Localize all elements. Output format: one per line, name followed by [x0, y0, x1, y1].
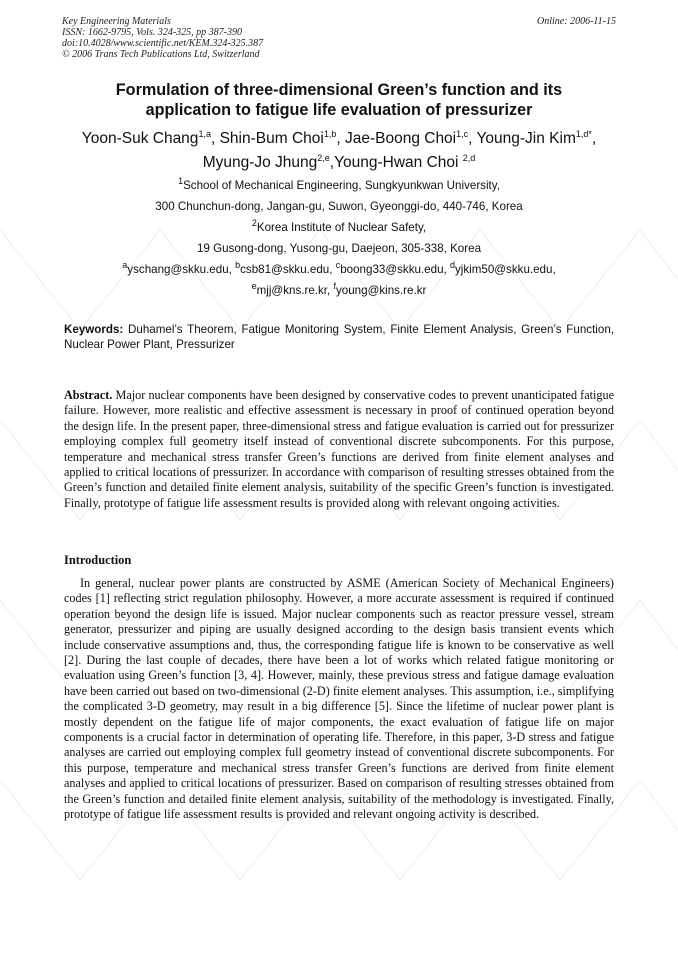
journal-name: Key Engineering Materials — [62, 16, 171, 27]
email-link[interactable]: mjj@kns.re.kr — [256, 284, 328, 297]
keywords-text: Duhamel’s Theorem, Fatigue Monitoring System, Finite Element Analysis, Green’s Function, Nuclear Power Plant, Pressurizer — [64, 323, 614, 351]
email-sup: a — [122, 260, 128, 271]
online-date: Online: 2006-11-15 — [537, 16, 616, 27]
email-link[interactable]: boong33@skku.edu — [340, 263, 444, 276]
author-name: Yoon-Suk Chang — [81, 130, 199, 147]
author-affil-sup: 1,b — [323, 128, 337, 139]
author-name: Young-Jin Kim — [476, 130, 576, 147]
doi-line: doi:10.4028/www.scientific.net/KEM.324-325.387 — [62, 38, 264, 49]
affiliations — [30, 175, 648, 301]
affiliation-text: Korea Institute of Nuclear Safety, — [256, 221, 427, 234]
title-line-2: application to fatigue life evaluation of pressurizer — [145, 101, 533, 119]
title-line-1: Formulation of three-dimensional Green’s function and its — [115, 81, 563, 99]
keywords-section — [64, 322, 614, 352]
email-link[interactable]: yschang@skku.edu — [127, 263, 229, 276]
copyright-line: © 2006 Trans Tech Publications Ltd, Switzerland — [62, 49, 260, 60]
email-link[interactable]: yjkim50@skku.edu — [454, 263, 553, 276]
author-affil-sup: 2,e — [317, 152, 330, 163]
email-sup: f — [333, 281, 336, 292]
introduction-paragraph: In general, nuclear power plants are constructed by ASME (American Society of Mechanical Engineers) codes [1] reflecting strict regulation philosophy. However, a more accurate assessment is required if continued operation beyond the design life is issued. Major nuclear components such as reactor pressure vessel, stream generator, pressurizer and piping are usually designed according to the design basis transient events which include conservative assumptions and, thus, the corresponding fatigue life is known to be conservative as well [2]. During the last couple of decades, there have been a lot of works which related fatigue monitoring or evaluation using Green’s function [3, 4]. However, mainly, these previous stress and fatigue damage evaluation have been carried out based on two-dimensional (2-D) finite element analyses. This assumption, i.e., simplifying the complicated 3-D geometry, may result in a big difference [5]. Since the lifetime of nuclear power plant is mostly dependent on the fatigue life of major components, the exact evaluation of fatigue life on major components is a crucial factor in determination of operating life. Therefore, in this paper, 3-D stress and fatigue analyses are carried out employing complex full geometry instead of conventional discrete subcomponents. For this purpose, temperature and mechanical stress transfer Green’s functions are derived from finite element analyses and applied to critical locations of pressurizer. Based on comparison of resulting stresses obtained from the Green’s function and detailed finite element analysis, suitability of the methodology is investigated. Finally, prototype of fatigue life assessment results is provided and relevant ongoing activity is described. — [64, 576, 614, 822]
affiliation-1-address: 300 Chunchun-dong, Jangan-gu, Suwon, Gyeonggi-do, 440-746, Korea — [155, 200, 523, 213]
email-sup: b — [235, 260, 241, 271]
email-link[interactable]: young@kins.re.kr — [335, 284, 427, 297]
affiliation-2-address: 19 Gusong-dong, Yusong-gu, Daejeon, 305-338, Korea — [196, 242, 482, 255]
author-affil-sup: 1,c — [456, 128, 469, 139]
author-list — [30, 127, 648, 175]
author-line-1: Yoon-Suk Chang$^{1,a}$, Shin-Bum Choi$^{1,b}$, Jae-Boong Choi$^{1,c}$, Young-Jin Kim$^{1,d*}$, — [81, 128, 597, 147]
paper-title — [40, 80, 638, 120]
author-name: Young-Hwan Choi — [334, 154, 459, 171]
keywords-label: Keywords: — [64, 323, 124, 336]
email-line-2: $^e$mjj@kns.re.kr, $^f$young@kins.re.kr — [251, 281, 427, 297]
email-sup: e — [251, 281, 257, 292]
author-name: Jae-Boong Choi — [344, 130, 457, 147]
abstract-section — [64, 388, 614, 511]
author-name: Myung-Jo Jhung — [202, 154, 318, 171]
email-sup: d — [449, 260, 455, 271]
issn-line: ISSN: 1662-9795, Vols. 324-325, pp 387-390 — [62, 27, 242, 38]
author-name: Shin-Bum Choi — [219, 130, 324, 147]
abstract-text: Major nuclear components have been designed by conservative codes to prevent unanticipated fatigue failure. However, more realistic and effective assessment is necessary in proof of continued operation beyond the design life. In the present paper, three-dimensional stress and fatigue evaluation is carried out for pressurizer employing complex full geometry itself instead of conventional discrete subcomponents. For this purpose, temperature and mechanical stress transfer Green’s functions are derived from finite element analyses and applied to critical locations of pressurizer. In accordance with comparison of resulting stresses obtained from the Green’s function and detailed finite element analysis, suitability of the specific Green’s function is investigated. Finally, prototype of fatigue life assessment results is provided along with relevant ongoing activities. — [64, 388, 615, 510]
author-affil-sup: 2,d — [462, 152, 476, 163]
journal-header — [62, 16, 616, 60]
affiliation-sup: 1 — [178, 176, 184, 187]
affiliation-sup: 2 — [251, 218, 257, 229]
author-line-2: Myung-Jo Jhung$^{2,e}$,Young-Hwan Choi $^{2,d}$ — [202, 152, 476, 171]
email-sup: c — [335, 260, 341, 271]
author-affil-sup: 1,a — [198, 128, 211, 139]
affiliation-text: School of Mechanical Engineering, Sungkyunkwan University, — [183, 179, 500, 192]
email-line-1: $^a$yschang@skku.edu, $^b$csb81@skku.edu, $^c$boong33@skku.edu, $^d$yjkim50@skku.edu, — [122, 260, 556, 276]
introduction-heading: Introduction — [64, 553, 132, 567]
author-affil-sup: 1,d* — [575, 128, 592, 139]
abstract-label: Abstract. — [64, 388, 113, 402]
email-link[interactable]: csb81@skku.edu — [240, 263, 330, 276]
affiliation-1-name — [30, 175, 648, 196]
affiliation-2-name — [30, 217, 648, 238]
